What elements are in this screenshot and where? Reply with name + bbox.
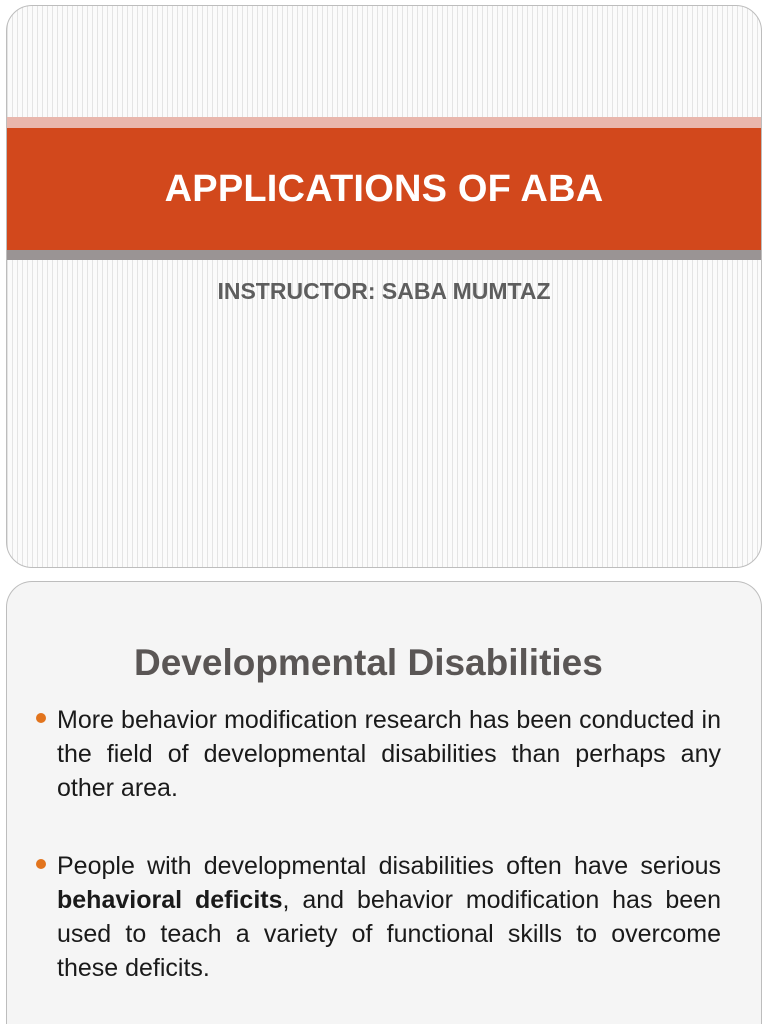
bullet-text: More behavior modification research has been conducted in the field of developmental disabilities than perhaps any other area.	[57, 706, 721, 802]
bullet-item	[7, 849, 761, 985]
presentation-title: APPLICATIONS OF ABA	[164, 167, 604, 210]
title-band	[7, 128, 761, 250]
slide-developmental-disabilities	[6, 581, 762, 1024]
bullet-emphasis: behavioral deficits	[57, 886, 283, 914]
instructor-subtitle: INSTRUCTOR: SABA MUMTAZ	[217, 278, 551, 304]
bullet-item	[7, 703, 761, 805]
bullet-dot-icon	[36, 713, 46, 723]
bullet-dot-icon	[36, 859, 46, 869]
slide-heading: Developmental Disabilities	[134, 642, 603, 683]
bullet-list	[7, 703, 761, 985]
bullet-text-after: , and behavior modification has been used to teach a variety of functional skills to overcome these deficits.	[57, 886, 721, 982]
bullet-text-before: People with developmental disabilities often have serious	[57, 852, 721, 880]
accent-stripe-bottom	[7, 250, 761, 260]
slide-title	[6, 5, 762, 568]
accent-stripe-top	[7, 117, 761, 128]
